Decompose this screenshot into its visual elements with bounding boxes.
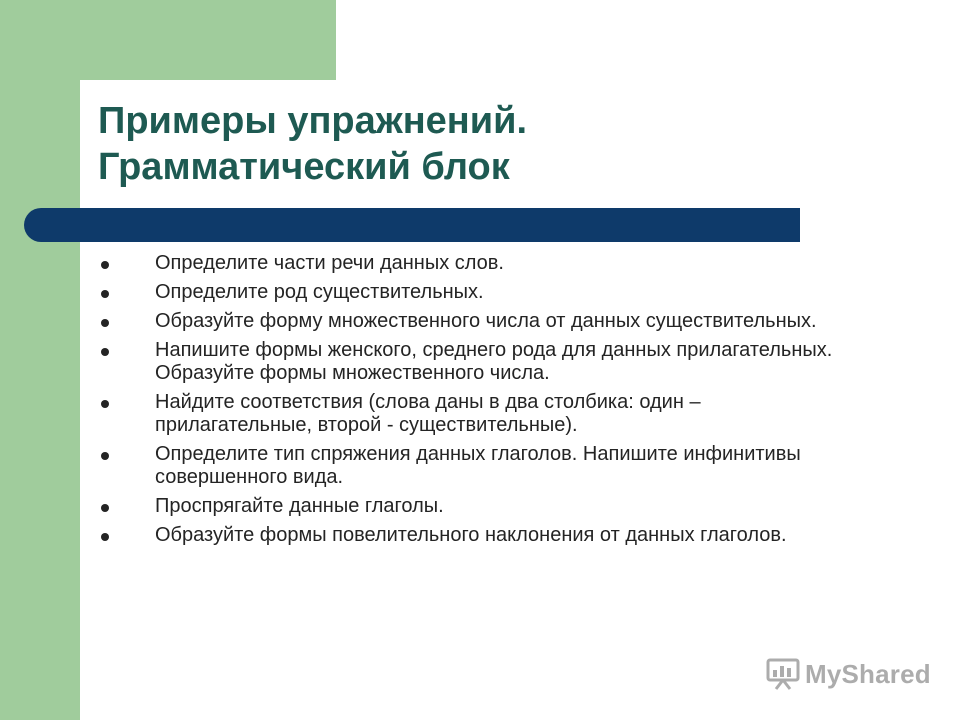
slide-title-line-2: Грамматический блок [98, 146, 510, 188]
myshared-watermark [766, 656, 931, 692]
bullet-dot-icon [101, 504, 109, 512]
watermark-text: MyShared [805, 658, 931, 689]
bullet-dot-icon [101, 533, 109, 541]
presentation-board-icon [766, 657, 800, 691]
list-item [100, 310, 840, 333]
list-item [100, 339, 840, 385]
list-item-text: Определите части речи данных слов. [155, 252, 504, 274]
list-item-text: Определите тип спряжения данных глаголов. Напишите инфинитивы совершенного вида. [155, 443, 801, 488]
list-item [100, 495, 840, 518]
bullet-dot-icon [101, 400, 109, 408]
list-item [100, 281, 840, 304]
list-item [100, 252, 840, 275]
bullet-dot-icon [101, 261, 109, 269]
list-item-text: Определите род существительных. [155, 281, 484, 303]
list-item-text: Напишите формы женского, среднего рода для данных прилагательных. Образуйте формы множественного числа. [155, 339, 833, 384]
title-underline-bar [24, 208, 800, 242]
bullet-dot-icon [101, 452, 109, 460]
list-item-text: Образуйте форму множественного числа от данных существительных. [155, 310, 817, 332]
exercise-list [100, 252, 840, 553]
list-item-text: Проспрягайте данные глаголы. [155, 495, 444, 517]
list-item-text: Найдите соответствия (слова даны в два столбика: один – прилагательные, второй - существительные). [155, 391, 701, 436]
list-item-text: Образуйте формы повелительного наклонения от данных глаголов. [155, 524, 787, 546]
slide-title [98, 98, 798, 190]
bullet-dot-icon [101, 290, 109, 298]
green-side-band [0, 0, 80, 720]
bullet-dot-icon [101, 348, 109, 356]
green-top-band [80, 0, 336, 80]
bullet-dot-icon [101, 319, 109, 327]
slide-title-line-1: Примеры упражнений. [98, 100, 528, 142]
list-item [100, 391, 840, 437]
list-item [100, 443, 840, 489]
list-item [100, 524, 840, 547]
